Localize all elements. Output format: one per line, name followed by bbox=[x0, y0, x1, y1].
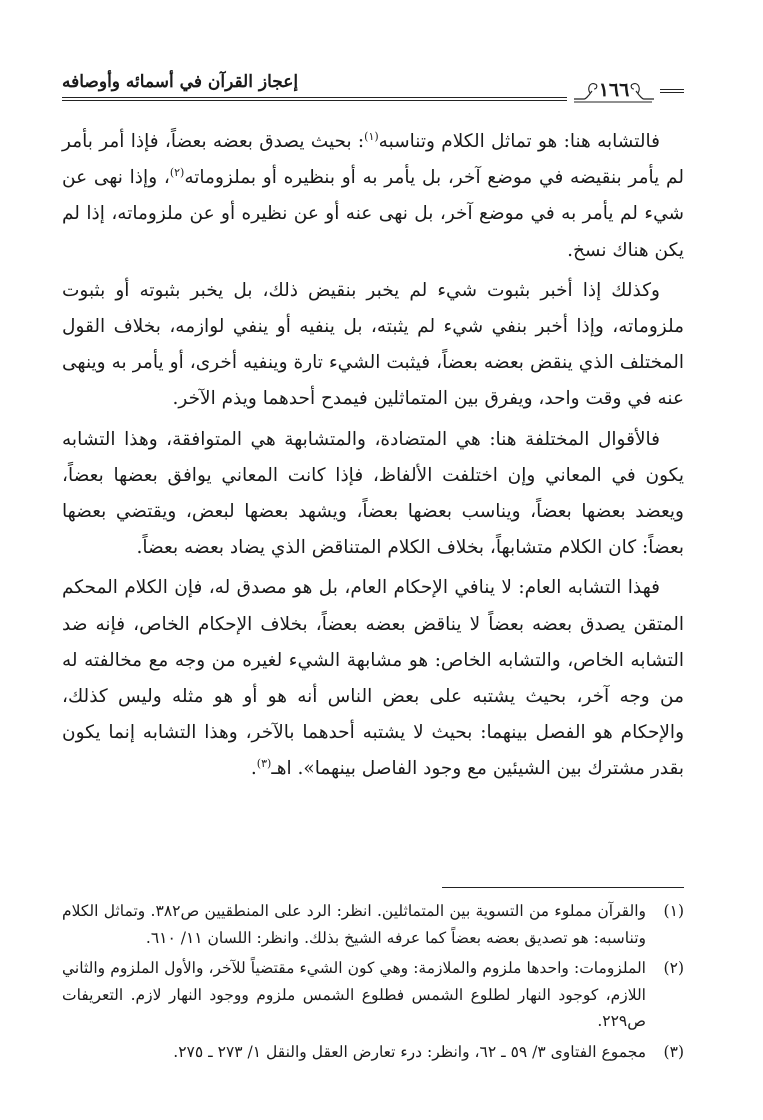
footnotes bbox=[62, 898, 684, 1069]
footnote bbox=[62, 1039, 684, 1066]
footnote-ref: (٣) bbox=[256, 757, 272, 771]
main-text bbox=[62, 124, 684, 792]
footnote bbox=[62, 898, 684, 951]
footnote-text: والقرآن مملوء من التسوية بين المتماثلين. انظر: الرد على المنطقيين ص٣٨٢. وتماثل الكلام وتناسبه: هو تصديق بعضه بعضاً كما عرفه الشيخ بذلك. وانظر: اللسان ١١/ ٦١٠. bbox=[62, 902, 646, 947]
paragraph: فالأقوال المختلفة هنا: هي المتضادة، والمتشابهة هي المتوافقة، وهذا التشابه يكون في المعاني وإن اختلفت الألفاظ، فإذا كانت المعاني يوافق بعضها بعضاً، ويعضد بعضها بعضاً، ويناسب بعضها بعضاً، ويشهد بعضها لبعض، ويقتضي بعضها بعضاً: كان الكلام متشابهاً، بخلاف الكلام المتناقض الذي يضاد بعضه بعضاً. bbox=[62, 428, 684, 559]
footnote-number: (٢) bbox=[663, 959, 684, 977]
page-number: ١٦٦ bbox=[598, 79, 630, 101]
footnote-ref: (٢) bbox=[169, 166, 185, 180]
footnote-ref: (١) bbox=[364, 129, 379, 143]
header-dash bbox=[660, 89, 684, 93]
footnote bbox=[62, 955, 684, 1035]
footnote-number: (١) bbox=[663, 902, 684, 920]
footnote-text: الملزومات: واحدها ملزوم والملازمة: وهي كون الشيء مقتضياً للآخر، والأول الملزوم والثاني اللازم، كوجود النهار لطلوع الشمس فطلوع الشمس ملزوم ووجود النهار لازم. التعريفات ص٢٢٩. bbox=[62, 959, 646, 1030]
footnote-text: مجموع الفتاوى ٣/ ٥٩ ـ ٦٢، وانظر: درء تعارض العقل والنقل ١/ ٢٧٣ ـ ٢٧٥. bbox=[173, 1042, 646, 1061]
footnote-separator bbox=[442, 887, 684, 888]
paragraph: وكذلك إذا أخبر بثبوت شيء لم يخبر بنقيض ذلك، بل يخبر بثبوته أو بثبوت ملزوماته، وإذا أخبر بنفي شيء لم يثبته، بل ينفيه أو ينفي لوازمه، بخلاف القول المختلف الذي ينقض بعضه بعضاً، فيثبت الشيء تارة وينفيه أخرى، أو يأمر به وينهى عنه في وقت واحد، ويفرق بين المتماثلين فيمدح أحدهما ويذم الآخر. bbox=[62, 279, 684, 410]
paragraph: فالتشابه هنا: هو تماثل الكلام وتناسبه$^{(١)}$: بحيث يصدق بعضه بعضاً، فإذا أمر بأمر لم يأمر بنقيضه في موضع آخر، بل يأمر به أو بنظيره أو بملزوماته$^{(٢)}$، وإذا نهى عن شيء لم يأمر به في موضع آخر، بل نهى عنه أو عن نظيره أو عن ملزوماته، إذا لم يكن هناك نسخ. bbox=[62, 129, 684, 261]
header-rule bbox=[62, 97, 567, 101]
page-header bbox=[62, 66, 684, 106]
paragraph: فهذا التشابه العام: لا ينافي الإحكام العام، بل هو مصدق له، فإن الكلام المحكم المتقن يصدق بعضه بعضاً لا يناقض بعضه بعضاً، بخلاف الإحكام الخاص، فإنه ضد التشابه الخاص، والتشابه الخاص: هو مشابهة الشيء لغيره من وجه مع مخالفته له من وجه آخر، بحيث يشتبه على بعض الناس أنه هو أو هو مثله وليس كذلك، والإحكام هو الفصل بينهما: بحيث لا يشتبه أحدهما بالآخر، وهذا التشابه إنما يكون بقدر مشترك بين الشيئين مع وجود الفاصل بينهما». اهـ$^{(٣)}$. bbox=[62, 577, 684, 780]
footnote-number: (٣) bbox=[663, 1042, 684, 1061]
running-title: إعجاز القرآن في أسمائه وأوصافه bbox=[62, 72, 299, 92]
page-number-frame bbox=[572, 76, 656, 106]
